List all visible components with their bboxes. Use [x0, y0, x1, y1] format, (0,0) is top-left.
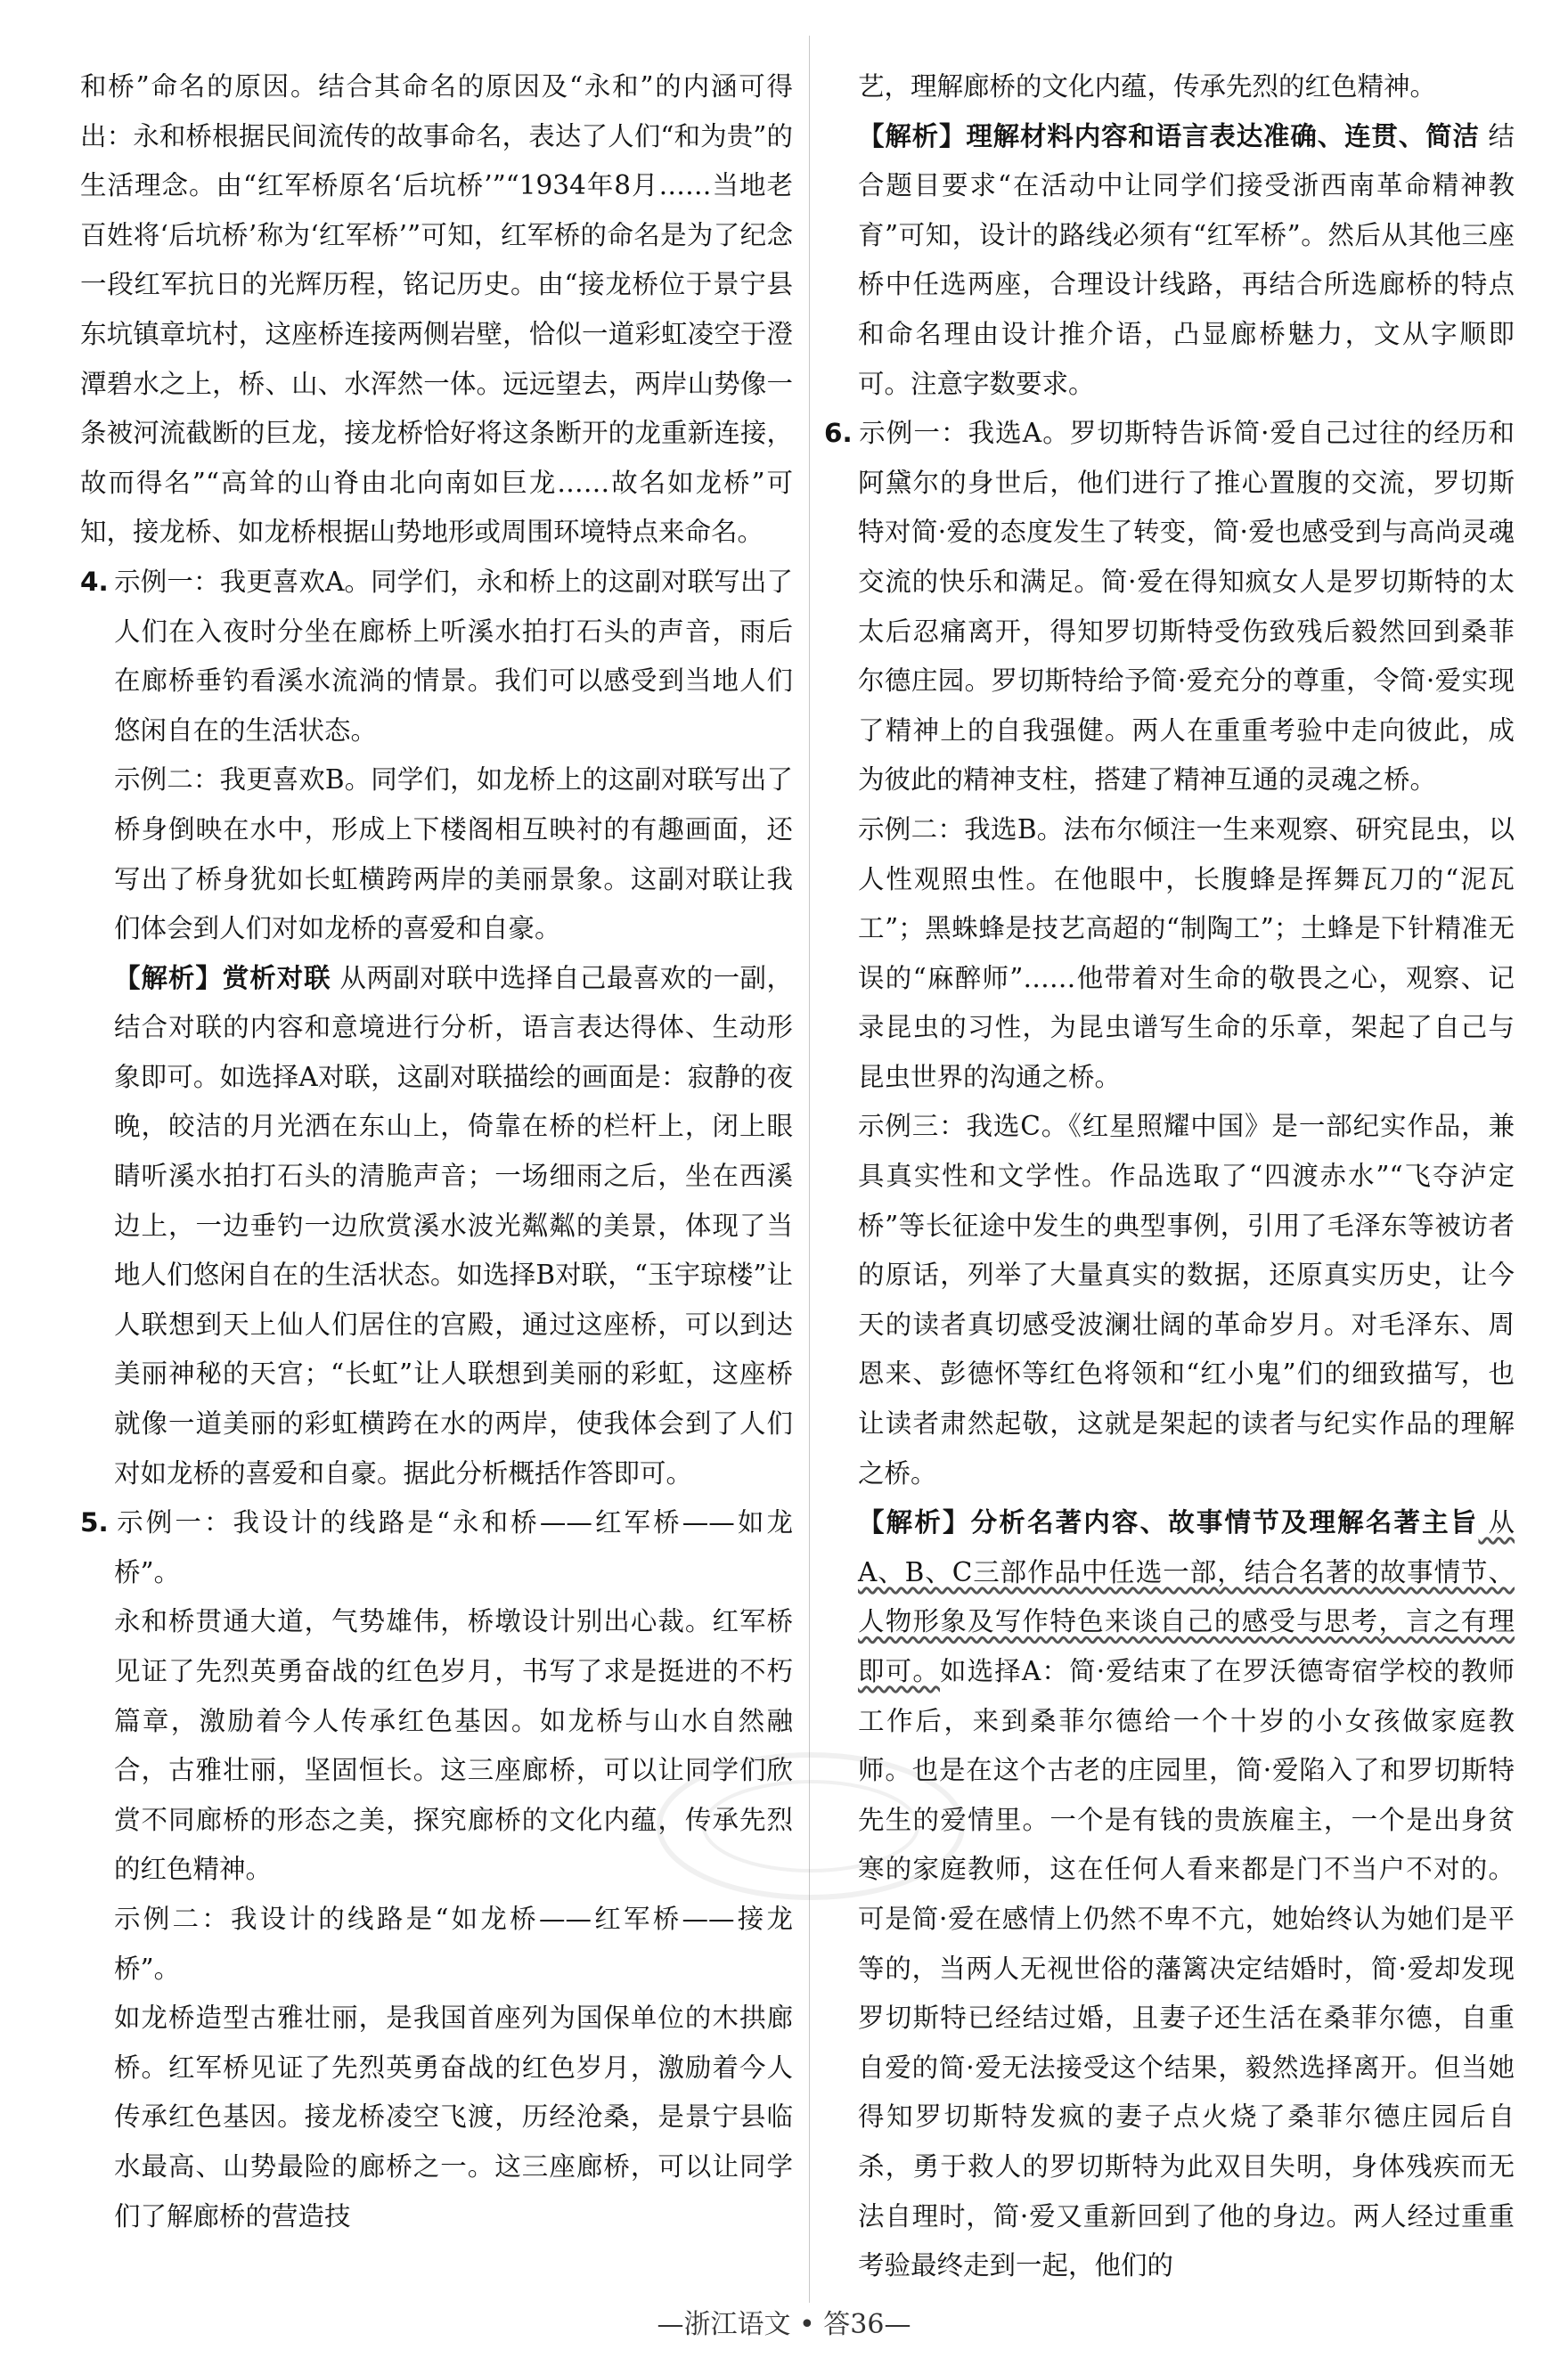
paragraph-text: 从两副对联中选择自己最喜欢的一副，结合对联的内容和意境进行分析，语言表达得体、生动形象即可。如选择A对联，这副对联描绘的画面是：寂静的夜晚，皎洁的月光洒在东山上，倚靠在桥的栏杆上，闭上眼睛听溪水拍打石头的清脆声音；一场细雨之后，坐在西溪边上，一边垂钓一边欣赏溪水波光粼粼的美景，体现了当地人们悠闲自在的生活状态。如选择B对联，“玉宇琼楼”让人联想到天上仙人们居住的宫殿，通过这座桥，可以到达美丽神秘的天宫；“长虹”让人联想到美丽的彩虹，这座桥就像一道美丽的彩虹横跨在水的两岸，使我体会到了人们对如龙桥的喜爱和自豪。据此分析概括作答即可。 — [114, 962, 793, 1489]
page-footer: —浙江语文 • 答36— — [657, 2309, 911, 2340]
paragraph — [824, 805, 1515, 1103]
paragraph-text: 示例二：我设计的线路是“如龙桥——红军桥——接龙桥”。 — [114, 1903, 793, 1984]
paragraph — [824, 1102, 1515, 1498]
paragraph — [824, 112, 1515, 410]
paragraph-text: 永和桥贯通大道，气势雄伟，桥墩设计别出心裁。红军桥见证了先烈英勇奋战的红色岁月，书写了求是挺进的不朽篇章，激励着今人传承红色基因。如龙桥与山水自然融合，古雅壮丽，坚固恒长。这三座廊桥，可以让同学们欣赏不同廊桥的形态之美，探究廊桥的文化内蕴，传承先烈的红色精神。 — [114, 1606, 793, 1885]
paragraph-text: 示例一：我更喜欢A。同学们，永和桥上的这副对联写出了人们在入夜时分坐在廊桥上听溪水拍打石头的声音，雨后在廊桥垂钓看溪水流淌的情景。我们可以感受到当地人们悠闲自在的生活状态。 — [114, 566, 793, 746]
paragraph-text: 示例一：我设计的线路是“永和桥——红军桥——如龙桥”。 — [114, 1507, 793, 1587]
paragraph-text: 示例一：我选A。罗切斯特告诉简·爱自己过往的经历和阿黛尔的身世后，他们进行了推心置腹的交流，罗切斯特对简·爱的态度发生了转变，简·爱也感受到与高尚灵魂交流的快乐和满足。简·爱在得知疯女人是罗切斯特的太太后忍痛离开，得知罗切斯特受伤致残后毅然回到桑菲尔德庄园。罗切斯特给予简·爱充分的尊重，令简·爱实现了精神上的自我强健。两人在重重考验中走向彼此，成为彼此的精神支柱，搭建了精神互通的灵魂之桥。 — [858, 418, 1515, 796]
paragraph-text: 如选择A：简·爱结束了在罗沃德寄宿学校的教师工作后，来到桑菲尔德给一个十岁的小女孩做家庭教师。也是在这个古老的庄园里，简·爱陷入了和罗切斯特先生的爱情里。一个是有钱的贵族雇主，一个是出身贫寒的家庭教师，这在任何人看来都是门不当户不对的。可是简·爱在感情上仍然不卑不亢，她始终认为她们是平等的，当两人无视世俗的藩篱决定结婚时，简·爱却发现罗切斯特已经结过婚，且妻子还生活在桑菲尔德，自重自爱的简·爱无法接受这个结果，毅然选择离开。但当她得知罗切斯特发疯的妻子点火烧了桑菲尔德庄园后自杀，勇于救人的罗切斯特为此双目失明，身体残疾而无法自理时，简·爱又重新回到了他的身边。两人经过重重考验最终走到一起，他们的 — [858, 1656, 1515, 2281]
paragraph-text: 和桥”命名的原因。结合其命名的原因及“永和”的内涵可得出：永和桥根据民间流传的故事命名，表达了人们“和为贵”的生活理念。由“红军桥原名‘后坑桥’”“1934年8月……当地老百姓将‘后坑桥’称为‘红军桥’”可知，红军桥的命名是为了纪念一段红军抗日的光辉历程，铭记历史。由“接龙桥位于景宁县东坑镇章坑村，这座桥连接两侧岩壁，恰似一道彩虹凌空于澄潭碧水之上，桥、山、水浑然一体。远远望去，两岸山势像一条被河流截断的巨龙，接龙桥恰好将这条断开的龙重新连接，故而得名”“高耸的山脊由北向南如巨龙……故名如龙桥”可知，接龙桥、如龙桥根据山势地形或周围环境特点来命名。 — [80, 71, 793, 548]
paragraph — [824, 409, 1515, 805]
analysis-tag: 【解析】分析名著内容、故事情节及理解名著主旨 — [858, 1507, 1479, 1538]
analysis-tag: 【解析】赏析对联 — [114, 962, 331, 993]
question-number: 4. — [80, 566, 109, 597]
paragraph-text: 结合题目要求“在活动中让同学们接受浙西南革命精神教育”可知，设计的路线必须有“红军桥”。然后从其他三座桥中任选两座，合理设计线路，再结合所选廊桥的特点和命名理由设计推介语，凸显廊桥魅力，文从字顺即可。注意字数要求。 — [858, 120, 1515, 399]
underlined-text: 从A、B、C三部作品中任选一部，结合名著的故事情节、人物形象及写作特色来谈自己的感受与思考，言之有理即可。 — [858, 1507, 1515, 1686]
paragraph — [824, 62, 1515, 112]
analysis-tag: 【解析】理解材料内容和语言表达准确、连贯、简洁 — [858, 120, 1480, 151]
paragraph — [80, 954, 793, 1499]
question-number: 6. — [824, 418, 853, 449]
right-column — [824, 62, 1515, 2291]
paragraph-text: 艺，理解廊桥的文化内蕴，传承先烈的红色精神。 — [858, 71, 1437, 102]
paragraph-text: 示例二：我更喜欢B。同学们，如龙桥上的这副对联写出了桥身倒映在水中，形成上下楼阁相互映衬的有趣画面，还写出了桥身犹如长虹横跨两岸的美丽景象。这副对联让我们体会到人们对如龙桥的喜爱和自豪。 — [114, 764, 793, 944]
question-number: 5. — [80, 1507, 109, 1538]
paragraph — [80, 1994, 793, 2241]
publisher-watermark-logo — [641, 1737, 980, 1915]
paragraph — [80, 558, 793, 755]
column-divider — [809, 36, 810, 2303]
paragraph-text: 示例三：我选C。《红星照耀中国》是一部纪实作品，兼具真实性和文学性。作品选取了“四渡赤水”“飞夺泸定桥”等长征途中发生的典型事例，引用了毛泽东等被访者的原话，列举了大量真实的数据，还原真实历史，让今天的读者真切感受波澜壮阔的革命岁月。对毛泽东、周恩来、彭德怀等红色将领和“红小鬼”们的细致描写，也让读者肃然起敬，这就是架起的读者与纪实作品的理解之桥。 — [858, 1111, 1515, 1489]
paragraph-text: 如龙桥造型古雅壮丽，是我国首座列为国保单位的木拱廊桥。红军桥见证了先烈英勇奋战的红色岁月，激励着今人传承红色基因。接龙桥凌空飞渡，历经沧桑，是景宁县临水最高、山势最险的廊桥之一。这三座廊桥，可以让同学们了解廊桥的营造技 — [114, 2003, 793, 2232]
paragraph — [80, 62, 793, 558]
paragraph — [80, 1498, 793, 1597]
paragraph — [80, 755, 793, 953]
paragraph-text: 示例二：我选B。法布尔倾注一生来观察、研究昆虫，以人性观照虫性。在他眼中，长腹蜂是挥舞瓦刀的“泥瓦工”；黑蛛蜂是技艺高超的“制陶工”；土蜂是下针精准无误的“麻醉师”……他带着对生命的敬畏之心，观察、记录昆虫的习性，为昆虫谱写生命的乐章，架起了自己与昆虫世界的沟通之桥。 — [858, 813, 1515, 1092]
